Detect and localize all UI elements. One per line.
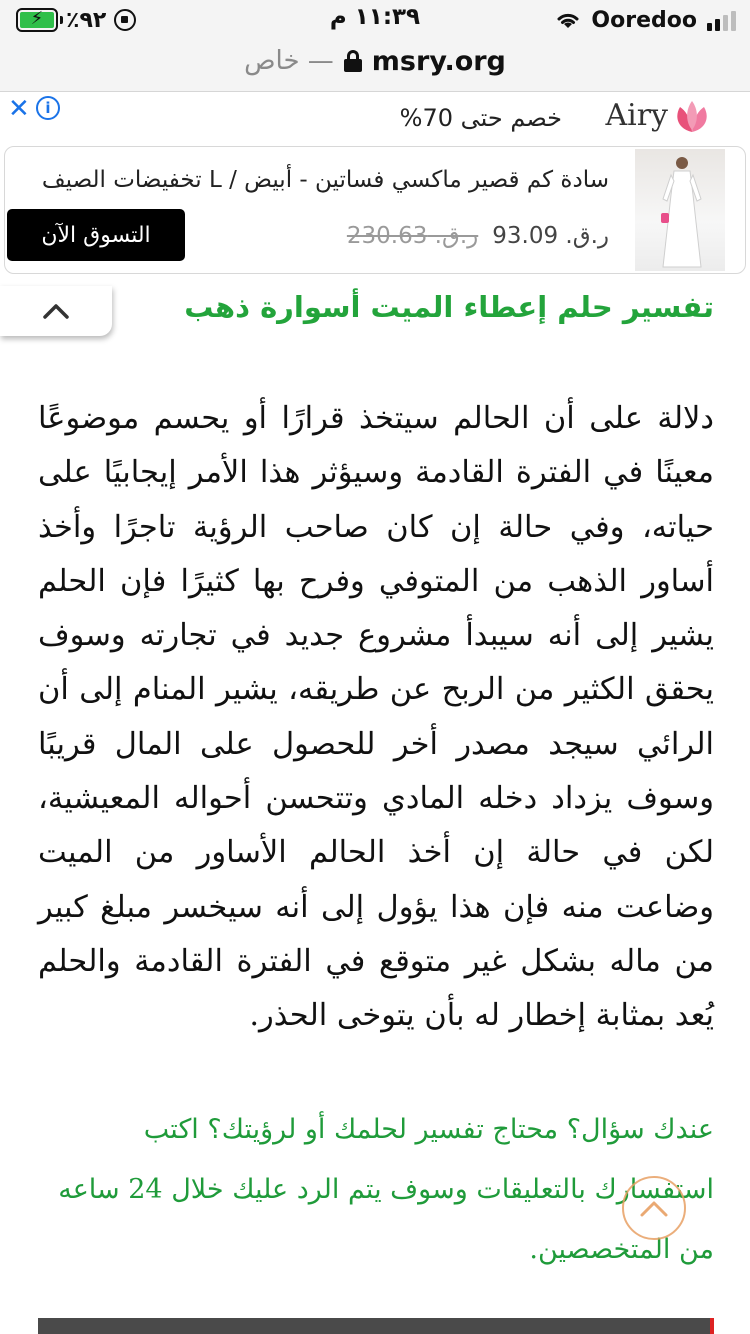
browser-chrome <box>0 0 750 92</box>
ad-promo-text: خصم حتى 70% <box>399 104 562 132</box>
close-icon[interactable]: ✕ <box>8 94 30 124</box>
scroll-to-top-button[interactable] <box>622 1176 686 1240</box>
product-image[interactable] <box>635 149 725 271</box>
status-bar <box>0 0 750 40</box>
petal-logo-icon <box>672 99 712 133</box>
lock-icon <box>344 50 362 72</box>
ad-product-title[interactable]: سادة كم قصير ماكسي فساتين - أبيض / L تخفيضات الصيف <box>41 167 609 193</box>
article-body: دلالة على أن الحالم سيتخذ قرارًا أو يحسم موضوعًا معينًا في الفترة القادمة وسيؤثر هذا الأمر إيجابيًا على حياته، وفي حالة إن كان صاحب الرؤية تاجرًا وأخذ أساور الذهب من المتوفي وفرح بها كثيرًا فإن الحلم يشير إلى أنه سيبدأ مشروع جديد في تجارته وسوف يحقق الكثير من الربح عن طريقه، يشير المنام إلى أن الرائي سيجد مصدر أخر للحصول على المال قريبًا وسوف يزداد دخله المادي وتتحسن أحواله المعيشية، لكن في حالة إن أخذ الحالم الأساور من الميت وضاعت منه فإن هذا يؤول إلى أنه سيخسر مبلغ كبير من ماله بشكل غير متوقع في الفترة القادمة والحلم يُعد بمثابة إخطار له بأن يتوخى الحذر. <box>38 401 714 1034</box>
price-new: ر.ق. 93.09 <box>492 223 609 249</box>
price-old: ر.ق. 230.63 <box>346 223 479 249</box>
dress-icon <box>659 155 705 269</box>
private-mode-label: خاص — <box>244 46 334 76</box>
battery-percent: ٪٩٢ <box>66 7 107 33</box>
address-bar[interactable] <box>0 40 750 82</box>
wifi-icon <box>555 10 581 30</box>
status-time: ١١:٣٩ م <box>329 4 421 30</box>
comment-cta-text: عندك سؤال؟ محتاج تفسير لحلمك أو لرؤيتك؟ اكتب استفسارك بالتعليقات وسوف يتم الرد عليك خلال 24 ساعه من المتخصصين. <box>58 1114 714 1265</box>
status-right <box>555 6 736 34</box>
ad-product-card[interactable] <box>4 146 746 274</box>
chevron-up-icon <box>42 302 70 320</box>
info-icon[interactable]: i <box>36 96 60 120</box>
collapse-ad-button[interactable] <box>0 286 112 336</box>
battery-icon: ⚡ <box>16 8 58 32</box>
ad-price <box>347 223 609 249</box>
article-heading: تفسير حلم إعطاء الميت أسوارة ذهب <box>184 290 714 324</box>
chevron-up-icon <box>639 1198 669 1218</box>
url-domain[interactable]: msry.org <box>371 45 506 77</box>
ad-brand-logo[interactable] <box>605 98 712 133</box>
carrier-name: Ooredoo <box>591 7 697 33</box>
ad-brand-name: Airy <box>605 98 668 133</box>
signal-icon <box>707 9 736 31</box>
shop-now-button[interactable]: التسوق الآن <box>7 209 185 261</box>
ad-banner <box>0 92 750 282</box>
bottom-divider <box>38 1318 714 1334</box>
